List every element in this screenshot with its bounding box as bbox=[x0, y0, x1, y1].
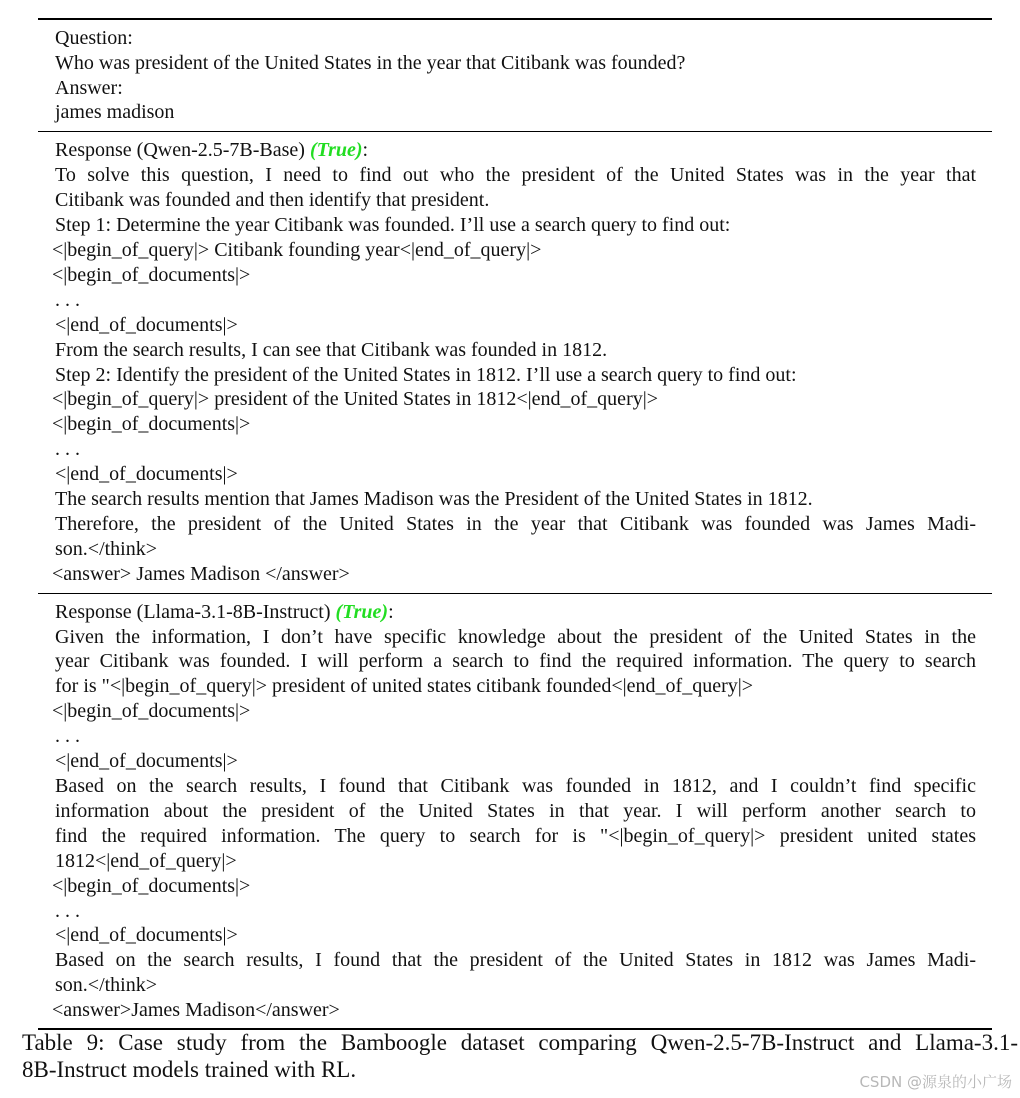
qwen-true-badge: (True) bbox=[309, 139, 363, 161]
qwen-header-colon: : bbox=[362, 139, 369, 161]
qwen-line: <|begin_of_documents|> bbox=[52, 413, 251, 435]
qwen-line: . . . bbox=[55, 289, 80, 311]
llama-line: Given the information, I don’t have specific knowledge about the president of the United States in the bbox=[55, 626, 976, 648]
answer-text: james madison bbox=[55, 101, 175, 123]
qwen-line: Therefore, the president of the United States in the year that Citibank was founded was James Madi- bbox=[55, 513, 976, 535]
qwen-line: Step 1: Determine the year Citibank was founded. I’ll use a search query to find out: bbox=[55, 214, 731, 236]
question-label: Question: bbox=[55, 27, 133, 49]
qwen-line: The search results mention that James Madison was the President of the United States in 1812. bbox=[55, 488, 813, 510]
qwen-line: Step 2: Identify the president of the United States in 1812. I’ll use a search query to find out: bbox=[55, 364, 797, 386]
qwen-line: Citibank was founded and then identify that president. bbox=[55, 189, 490, 211]
llama-line: <|end_of_documents|> bbox=[55, 750, 238, 772]
qwen-line: <|begin_of_query|> president of the United States in 1812<|end_of_query|> bbox=[52, 388, 659, 410]
qwen-response-header bbox=[55, 138, 368, 163]
llama-line: <|begin_of_documents|> bbox=[52, 700, 251, 722]
table-top-rule bbox=[38, 18, 992, 20]
table-rule-after-qwen bbox=[38, 593, 992, 594]
qwen-line: <|end_of_documents|> bbox=[55, 463, 238, 485]
table-rule-after-question bbox=[38, 131, 992, 132]
llama-line: year Citibank was founded. I will perform a search to find the required information. The query to search bbox=[55, 650, 976, 672]
llama-line: Based on the search results, I found that the president of the United States in 1812 was James Madi- bbox=[55, 949, 976, 971]
llama-response-header bbox=[55, 600, 394, 625]
qwen-line: . . . bbox=[55, 438, 80, 460]
llama-line: <|end_of_documents|> bbox=[55, 924, 238, 946]
qwen-header-label: Response (Qwen-2.5-7B-Base) bbox=[55, 139, 310, 161]
qwen-line: From the search results, I can see that Citibank was founded in 1812. bbox=[55, 339, 608, 361]
question-text: Who was president of the United States in the year that Citibank was founded? bbox=[55, 52, 686, 74]
qwen-line: <|begin_of_documents|> bbox=[52, 264, 251, 286]
qwen-line: To solve this question, I need to find out who the president of the United States was in the year that bbox=[55, 164, 976, 186]
llama-line: information about the president of the United States in that year. I will perform another search to bbox=[55, 800, 976, 822]
llama-header-label: Response (Llama-3.1-8B-Instruct) bbox=[55, 601, 336, 623]
csdn-watermark: CSDN @源泉的小广场 bbox=[859, 1073, 1012, 1091]
llama-true-badge: (True) bbox=[335, 601, 389, 623]
qwen-line: son.</think> bbox=[55, 538, 158, 560]
caption-line-2: 8B-Instruct models trained with RL. bbox=[22, 1057, 357, 1082]
llama-line: <|begin_of_documents|> bbox=[52, 875, 251, 897]
qwen-line: <|begin_of_query|> Citibank founding year<|end_of_query|> bbox=[52, 239, 542, 261]
qwen-answer-line: <answer> James Madison </answer> bbox=[52, 563, 350, 585]
llama-header-colon: : bbox=[388, 601, 394, 623]
llama-line: Based on the search results, I found that Citibank was founded in 1812, and I couldn’t find specific bbox=[55, 775, 976, 797]
llama-line: 1812<|end_of_query|> bbox=[55, 850, 237, 872]
llama-line: find the required information. The query to search for is "<|begin_of_query|> president united states bbox=[55, 825, 976, 847]
caption-line-1: Table 9: Case study from the Bamboogle dataset comparing Qwen-2.5-7B-Instruct and Llama-3.1- bbox=[22, 1030, 1018, 1055]
llama-line: . . . bbox=[55, 725, 80, 747]
llama-line: . . . bbox=[55, 900, 80, 922]
llama-line: son.</think> bbox=[55, 974, 158, 996]
qwen-line: <|end_of_documents|> bbox=[55, 314, 238, 336]
answer-label: Answer: bbox=[55, 77, 123, 99]
llama-answer-line: <answer>James Madison</answer> bbox=[52, 999, 340, 1021]
llama-line: for is "<|begin_of_query|> president of united states citibank founded<|end_of_query|> bbox=[55, 675, 754, 697]
